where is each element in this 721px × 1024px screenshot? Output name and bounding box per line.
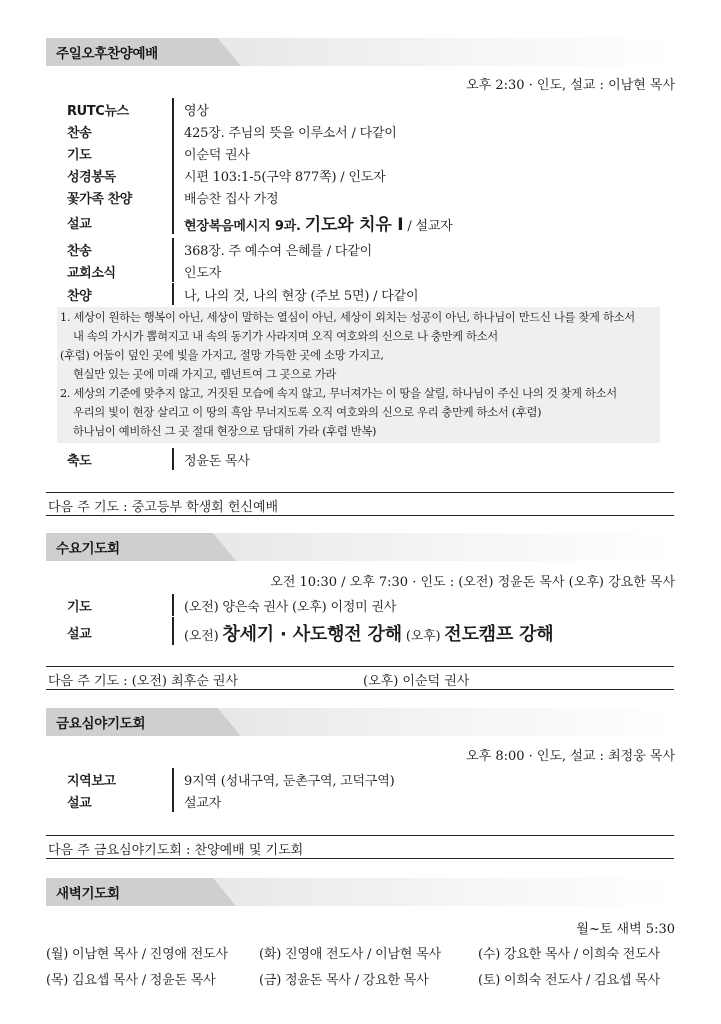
- order-value: 368장. 주 예수여 은혜를 / 다같이: [184, 244, 372, 259]
- order-row: [67, 142, 673, 164]
- order-row: [67, 768, 673, 790]
- hymn-line: 하나님이 예비하신 그 곳 절대 현장으로 담대히 가라 (후렴 반복): [73, 425, 377, 438]
- section-header-wednesday: [46, 533, 674, 561]
- order-row: [67, 186, 673, 208]
- order-row: [67, 260, 673, 282]
- order-row: [67, 594, 673, 616]
- dawn-schedule-item: (금) 정윤돈 목사 / 강요한 목사: [259, 973, 429, 988]
- sermon-main-title: 기도와 치유 I: [304, 215, 404, 235]
- order-row-sermon: [67, 208, 673, 234]
- order-label: 찬송: [67, 126, 92, 141]
- order-value: 425장. 주님의 뜻을 이루소서 / 다같이: [184, 126, 397, 141]
- section-header-dawn: [46, 878, 674, 906]
- order-value: 시편 103:1-5(구약 877쪽) / 인도자: [184, 170, 386, 185]
- sermon-am-title: 창세기 · 사도행전 강해: [222, 624, 402, 645]
- order-row: [67, 238, 673, 260]
- order-label: 기도: [67, 600, 92, 615]
- benediction-row: [67, 448, 673, 470]
- order-row-sermon: [67, 617, 673, 645]
- dawn-schedule-item: (토) 이희숙 전도사 / 김요셉 목사: [478, 973, 660, 988]
- sermon-am-tag: (오전): [184, 629, 219, 644]
- sermon-series: 현장복음메시지 9과.: [184, 219, 301, 234]
- next-week-prayer: [46, 492, 674, 516]
- next-week-text: 다음 주 기도 : 중고등부 학생회 헌신예배: [48, 500, 279, 515]
- section-title: 금요심야기도회: [56, 716, 146, 732]
- hymn-line: (후렴) 어둠이 덮인 곳에 빛을 가지고, 절망 가득한 곳에 소망 가지고,: [60, 349, 384, 362]
- order-value: 나, 나의 것, 나의 현장 (주보 5면) / 다같이: [184, 289, 419, 304]
- order-row: [67, 283, 673, 305]
- hymn-line: 우리의 빛이 현장 살리고 이 땅의 흑암 무너지도록 오직 여호와의 신으로 우리 충만케 하소서 (후렴): [73, 406, 542, 419]
- order-label: 설교: [67, 217, 92, 232]
- order-value: 설교자: [184, 796, 222, 811]
- section-header-friday: [46, 708, 674, 736]
- next-week-prayer: [46, 835, 674, 859]
- order-value: 인도자: [184, 266, 222, 281]
- sermon-by: / 설교자: [407, 219, 453, 234]
- order-value: 9지역 (성내구역, 둔촌구역, 고덕구역): [184, 774, 395, 789]
- next-week-prayer: [46, 666, 674, 690]
- order-label: 성경봉독: [67, 170, 116, 185]
- service-meta: 오후 8:00 · 인도, 설교 : 최정웅 목사: [466, 749, 675, 764]
- section-title: 새벽기도회: [56, 886, 120, 902]
- hymn-line: 내 속의 가시가 뽑혀지고 내 속의 동기가 사라지며 오직 여호와의 신으로 나 충만케 하소서: [73, 330, 498, 343]
- next-week-am: 다음 주 기도 : (오전) 최후순 권사: [48, 674, 239, 689]
- order-label: 꽃가족 찬양: [67, 192, 132, 207]
- order-label: 찬양: [67, 289, 92, 304]
- dawn-schedule-item: (화) 진영애 전도사 / 이남현 목사: [259, 947, 441, 962]
- order-row: [67, 98, 673, 120]
- order-label: 설교: [67, 627, 92, 642]
- order-value: 이순덕 권사: [184, 148, 250, 163]
- hymn-lyrics-box: [57, 307, 660, 443]
- service-meta: 오전 10:30 / 오후 7:30 · 인도 : (오전) 정윤돈 목사 (오후) 강요한 목사: [270, 575, 675, 590]
- sermon-pm-title: 전도캠프 강해: [444, 624, 554, 645]
- order-label: 교회소식: [67, 266, 116, 281]
- order-label: 찬송: [67, 244, 92, 259]
- section-title: 수요기도회: [56, 541, 120, 557]
- dawn-schedule-item: (수) 강요한 목사 / 이희숙 전도사: [478, 947, 660, 962]
- next-week-pm: (오후) 이순덕 권사: [363, 674, 470, 689]
- sermon-title: [184, 620, 553, 646]
- service-meta: 월~토 새벽 5:30: [576, 922, 675, 937]
- service-meta: 오후 2:30 · 인도, 설교 : 이남현 목사: [466, 78, 675, 93]
- sermon-pm-tag: (오후): [405, 629, 441, 644]
- section-title: 주일오후찬양예배: [56, 46, 158, 62]
- dawn-schedule-item: (월) 이남현 목사 / 진영애 전도사: [46, 947, 228, 962]
- order-row: [67, 164, 673, 186]
- order-row: [67, 120, 673, 142]
- hymn-line: 1. 세상이 원하는 행복이 아닌, 세상이 말하는 열심이 아닌, 세상이 외치는 성공이 아닌, 하나님이 만드신 나를 찾게 하소서: [60, 311, 635, 324]
- order-value: (오전) 양은숙 권사 (오후) 이정미 권사: [184, 600, 397, 615]
- order-label: 지역보고: [67, 774, 116, 789]
- order-label: RUTC뉴스: [67, 104, 129, 119]
- sermon-title: [184, 210, 453, 235]
- hymn-line: 현실만 있는 곳에 미래 가지고, 렘넌트여 그 곳으로 가라: [73, 368, 337, 381]
- order-value: 배승찬 집사 가정: [184, 192, 279, 207]
- order-label: 축도: [67, 454, 92, 469]
- order-label: 기도: [67, 148, 92, 163]
- next-week-text: 다음 주 금요심야기도회 : 찬양예배 및 기도회: [48, 843, 304, 858]
- order-row: [67, 790, 673, 812]
- order-label: 설교: [67, 796, 92, 811]
- hymn-line: 2. 세상의 기준에 맞추지 않고, 거짓된 모습에 속지 않고, 무너져가는 이 땅을 살릴, 하나님이 주신 나의 것 찾게 하소서: [60, 387, 617, 400]
- order-value: 정윤돈 목사: [184, 454, 250, 469]
- dawn-schedule-item: (목) 김요셉 목사 / 정윤돈 목사: [46, 973, 216, 988]
- section-header-sunday: [46, 38, 674, 66]
- order-value: 영상: [184, 104, 209, 119]
